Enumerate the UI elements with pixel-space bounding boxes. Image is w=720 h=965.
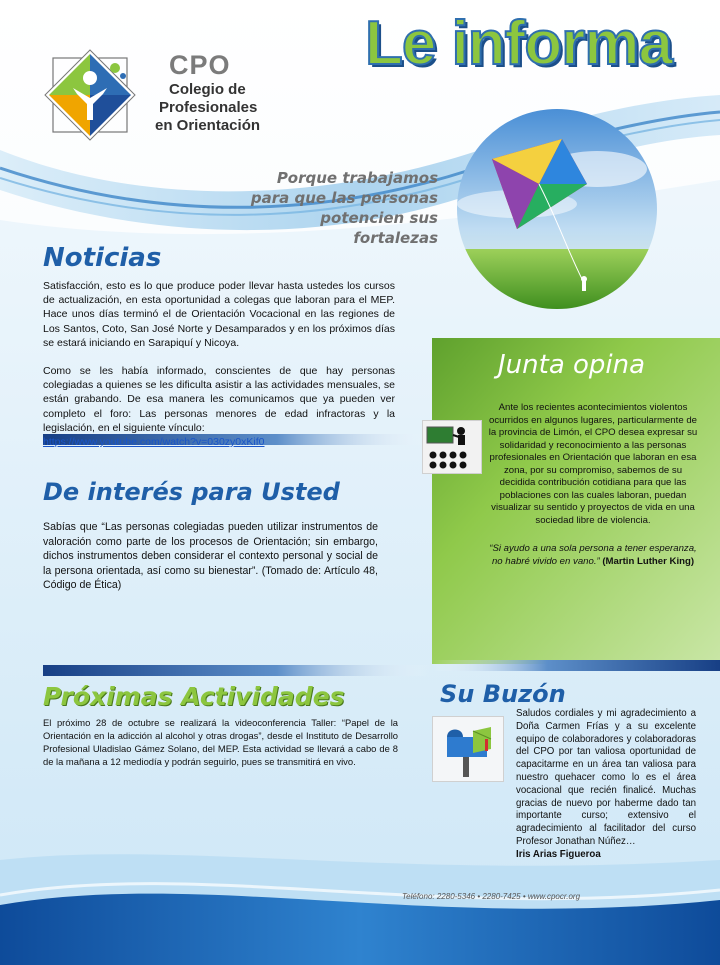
junta-quote: “Si ayudo a una sola persona a tener esperanza, no habré vivido en vano.” [489,543,697,567]
actividades-heading: Próximas Actividades [43,682,345,711]
noticias-text [43,279,395,449]
logo-diamond-icon [43,48,137,142]
footer-contact: Teléfono: 2280-5346 • 2280-7425 • www.cpocr.org [402,892,581,901]
tagline-line-1: Porque trabajamos [276,169,438,187]
junta-heading: Junta opina [498,350,646,380]
logo-acronym: CPO [169,50,231,80]
interes-paragraph: Sabías que “Las personas colegiadas pueden utilizar instrumentos de valoración como parte de los procesos de Orientación; sin embargo, dichos instrumentos deben considerar el contexto personal y social de la persona orientada, así como su bienestar”. (Tomado de: Artículo 48, Código de Ética) [43,521,378,591]
junta-paragraph: Ante los recientes acontecimientos violentos ocurridos en algunos lugares, particularmente de la provincia de Limón, el CPO desea expresar su solidaridad y reconocimiento a las personas profesionales en Orientación que laboran en esa zona, por su compromiso, sabemos de su decidida contribución cotidiana para que las poblaciones con las cuales laboran, puedan visualizar su sentido y proyectos de vida en una sociedad libre de violencia. [488,402,698,526]
actividades-paragraph: El próximo 28 de octubre se realizará la videoconferencia Taller: “Papel de la Orientación en la adicción al alcohol y otras drogas”, desde el Instituto de Desarrollo Profesional Uladislao Gámez Solano, del MEP. Esta actividad se llevará a cabo de 8 de la mañana a 12 mediodía y podrán seguirlo, pues se transmitirá en vivo. [43,717,398,767]
buzon-text [516,708,696,862]
kite-photo [457,109,657,309]
noticias-heading: Noticias [43,243,162,273]
buzon-paragraph: Saludos cordiales y mi agradecimiento a Doña Carmen Frías y a su excelente equipo de colaboradores y colaboradoras del CPO por tan valiosa oportunidad de capacitarme en un área tan valiosa para nuestro quehacer como lo es el área vocacional que recién finalicé. Muchas gracias de nuevo por haberme dado tan importante curso; extensivo el agradecimiento al facilitador del curso Profesor Jonathan Núñez… [516,708,696,847]
logo-text [155,50,260,135]
buzon-heading: Su Buzón [440,680,566,708]
tagline-line-2: para que las personas [250,189,438,207]
newsletter-title: Le informa [365,9,672,78]
youtube-link[interactable]: https://www.youtube.com/watch?v=030zy0xKif0 [43,436,265,449]
junta-quote-block [486,543,700,568]
junta-quote-author: (Martin Luther King) [602,555,695,567]
teacher-class-icon [422,420,482,474]
noticias-paragraph-1: Satisfacción, esto es lo que produce poder llevar hasta ustedes los cursos de actualización, en esta oportunidad a colegas que laboran para el MEP. Hace unos días terminó el de Orientación Vocacional en las regiones de Los Santos, Coto, San José Norte y Desamparados y en los próximos días se estará iniciando en Sarapiquí y Nicoya. [43,280,395,349]
tagline-line-3: potencien sus fortalezas [320,209,438,247]
logo-line-1: Colegio de [169,81,246,98]
mailbox-icon [432,716,504,782]
tagline [248,168,438,248]
noticias-paragraph-2: Como se les había informado, conscientes de que hay personas colegiadas a quienes se les dificulta asistir a las actividades mensuales, se están grabando. De esa manera les comunicamos que ya pueden ver completo el foro: Las personas menores de edad infractoras y la legislación, en el siguiente vínculo: [43,365,395,434]
logo-line-3: en Orientación [155,117,261,134]
buzon-signature: Iris Arias Figueroa [516,848,601,860]
logo-line-2: Profesionales [159,99,258,116]
interes-heading: De interés para Usted [43,478,340,506]
